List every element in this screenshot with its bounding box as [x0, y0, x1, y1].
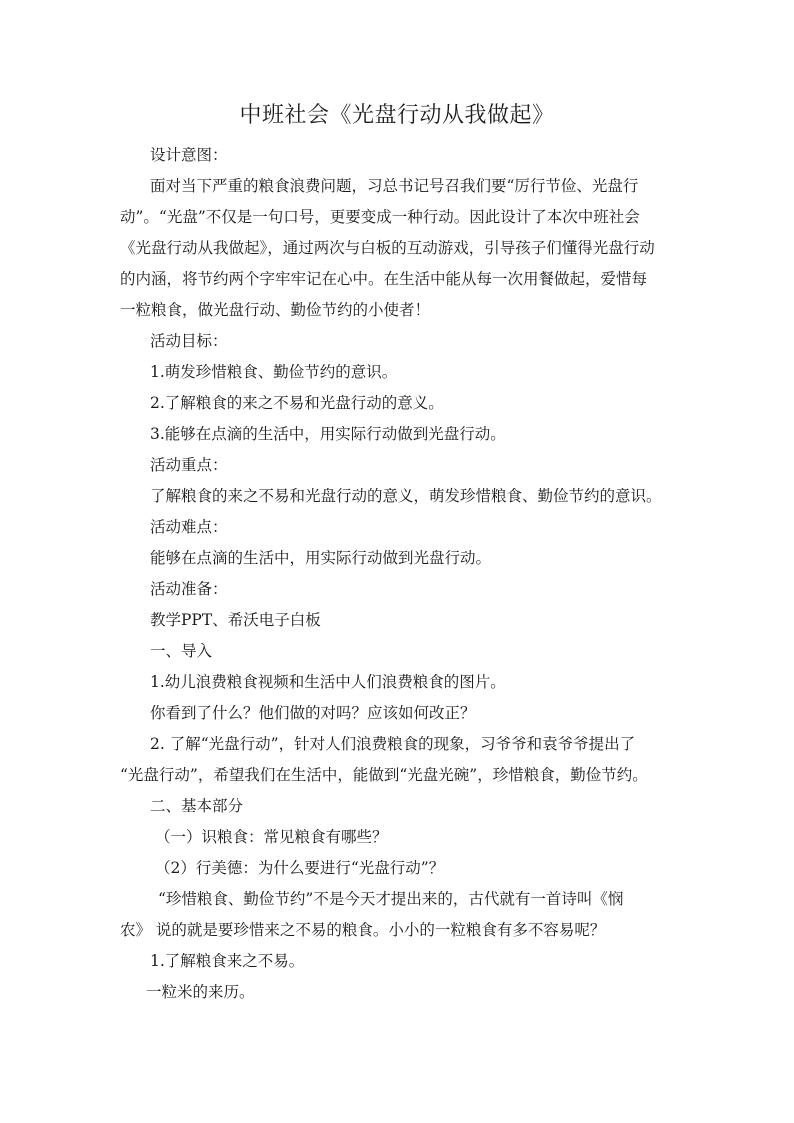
section-heading-main-part: 二、基本部分 [150, 797, 244, 815]
paragraph-line: 动”。“光盘”不仅是一句口号，更要变成一种行动。因此设计了本次中班社会 [120, 208, 640, 226]
section-heading-preparation: 活动准备： [150, 580, 228, 598]
paragraph-line: 《光盘行动从我做起》，通过两次与白板的互动游戏，引导孩子们懂得光盘行动 [120, 239, 655, 257]
paragraph-line: 面对当下严重的粮食浪费问题，习总书记号召我们要“厉行节俭、光盘行 [150, 177, 639, 195]
list-item: 2. 了解“光盘行动”，针对人们浪费粮食的现象，习爷爷和袁爷爷提出了 [150, 735, 636, 753]
paragraph-line: “光盘行动”，希望我们在生活中，能做到“光盘光碗”，珍惜粮食，勤俭节约。 [120, 766, 648, 784]
section-heading-design-intent: 设计意图： [150, 146, 228, 164]
paragraph-line: 了解粮食的来之不易和光盘行动的意义，萌发珍惜粮食、勤俭节约的意识。 [150, 487, 662, 505]
paragraph-line: 教学PPT、希沃电子白板 [150, 611, 321, 629]
paragraph-line: “珍惜粮食、勤俭节约”不是今天才提出来的，古代就有一首诗叫《悯 [158, 890, 624, 908]
paragraph-line: 你看到了什么？他们做的对吗？应该如何改正？ [150, 704, 476, 722]
paragraph-line: 能够在点滴的生活中，用实际行动做到光盘行动。 [150, 549, 492, 567]
section-heading-difficulty: 活动难点： [150, 518, 228, 536]
list-item: 1.萌发珍惜粮食、勤俭节约的意识。 [150, 363, 398, 381]
section-heading-key-points: 活动重点： [150, 456, 228, 474]
subsection-heading: （2）行美德：为什么要进行“光盘行动”？ [155, 859, 445, 877]
paragraph-line: 农》 说的就是要珍惜来之不易的粮食。小小的一粒粮食有多不容易呢？ [120, 921, 606, 939]
paragraph-line: 的内涵，将节约两个字牢牢记在心中。在生活中能从每一次用餐做起，爱惜每 [120, 270, 648, 288]
list-item: 3.能够在点滴的生活中，用实际行动做到光盘行动。 [150, 425, 506, 443]
paragraph-line: 一粒粮食，做光盘行动、勤俭节约的小使者！ [120, 301, 431, 319]
list-item: 1.幼儿浪费粮食视频和生活中人们浪费粮食的图片。 [150, 673, 506, 691]
document-title: 中班社会《光盘行动从我做起》 [239, 103, 555, 128]
paragraph-line: 一粒米的来历。 [146, 983, 255, 1001]
subsection-heading: （一）识粮食：常见粮食有哪些？ [155, 828, 388, 846]
section-heading-activity-goals: 活动目标： [150, 332, 228, 350]
section-heading-introduction: 一、导入 [150, 642, 213, 660]
list-item: 1.了解粮食来之不易。 [150, 952, 305, 970]
list-item: 2.了解粮食的来之不易和光盘行动的意义。 [150, 394, 444, 412]
